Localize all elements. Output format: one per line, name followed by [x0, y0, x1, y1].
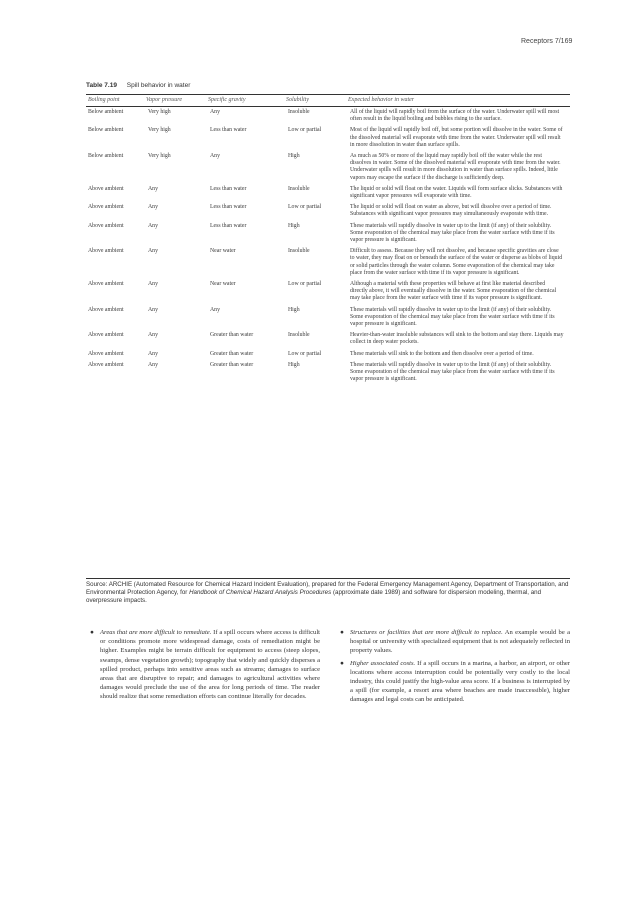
cell-vapor-pressure: Any [148, 361, 158, 368]
header-expected-behavior: Expected behavior in water [348, 97, 415, 103]
body-column-right [340, 628, 570, 708]
bullet-paragraph [340, 628, 570, 656]
cell-specific-gravity: Any [210, 153, 220, 160]
table-bottom-rule [86, 578, 570, 579]
table-row [86, 223, 570, 245]
cell-specific-gravity: Any [210, 306, 220, 313]
cell-vapor-pressure: Very high [148, 109, 171, 115]
cell-solubility: Insoluble [288, 109, 310, 115]
cell-expected-behavior: All of the liquid will rapidly boil from the surface of the water. Underwater spill will most often result in the liquid boiling and bubbles rising to the surface. [350, 109, 560, 123]
cell-expected-behavior: These materials will rapidly dissolve in water up to the limit (if any) of their solubility. Some evaporation of the chemical may take place from the water surface with time if its vapor pressure is significant. [350, 361, 555, 383]
bullet-lead: Areas that are more difficult to remediate. [100, 629, 212, 636]
cell-specific-gravity: Less than water [210, 222, 247, 229]
cell-vapor-pressure: Any [148, 248, 158, 255]
bullet-dot-icon: ● [340, 629, 344, 636]
cell-specific-gravity: Greater than water [210, 332, 254, 339]
table-row [86, 281, 570, 303]
cell-expected-behavior: These materials will rapidly dissolve in water up to the limit (if any) of their solubility. Some evaporation of the chemical may take place from the water surface with time if its vapor pressure is significant. [350, 306, 555, 328]
header-boiling-point: Boiling point [88, 97, 120, 103]
header-solubility: Solubility [286, 97, 309, 103]
cell-boiling-point: Above ambient [88, 306, 124, 313]
bullet-dot-icon: ● [90, 629, 94, 636]
cell-specific-gravity: Greater than water [210, 361, 254, 368]
cell-vapor-pressure: Any [148, 204, 158, 211]
table-row [86, 307, 570, 329]
cell-boiling-point: Above ambient [88, 204, 124, 211]
table-row [86, 362, 570, 384]
cell-expected-behavior: The liquid or solid will float on the water. Liquids will form surface slicks. Substances with significant vapor pressures will evaporate with time. [350, 185, 563, 200]
table-row [86, 248, 570, 277]
table-row [86, 109, 570, 123]
cell-boiling-point: Below ambient [88, 109, 124, 115]
table-row [86, 127, 570, 149]
cell-vapor-pressure: Any [148, 332, 158, 339]
cell-expected-behavior: Most of the liquid will rapidly boil off, but some portion will dissolve in the water. Some of the dissolved material will evaporate with time from the water. Underwater spill will result in more dissolution in water than surface spills. [350, 127, 563, 148]
cell-boiling-point: Above ambient [88, 281, 124, 288]
cell-boiling-point: Above ambient [88, 185, 124, 192]
table-caption [86, 82, 190, 89]
cell-specific-gravity: Near water [210, 248, 236, 255]
bullet-text: An example would be a hospital or university with specialized equipment that is not adequately reflected in property values. [350, 629, 571, 655]
cell-solubility: High [288, 306, 300, 313]
source-italic-title: Handbook of Chemical Hazard Analysis Procedures [189, 589, 332, 596]
bullet-lead: Higher associated costs. [350, 659, 416, 667]
table-top-rule [86, 94, 570, 95]
cell-solubility: High [288, 222, 300, 229]
cell-solubility: Low or partial [288, 281, 322, 288]
cell-expected-behavior: These materials will rapidly dissolve in water up to the limit (if any) of their solubility. Some evaporation of the chemical may take place from the water surface with time if its vapor pressure is significant. [350, 222, 555, 244]
bullet-paragraph [90, 628, 320, 702]
cell-expected-behavior: These materials will sink to the bottom and then dissolve over a period of time. [350, 350, 534, 357]
source-text-2: (approximate date 1989) and software for dispersion modeling, thermal, and overpressure impacts. [86, 589, 542, 604]
source-text-1: ARCHIE (Automated Resource for Chemical Hazard Incident Evaluation), prepared for the Federal Emergency Management Agency, Department of Transportation, and Environmental Protection Agency, for [86, 581, 569, 596]
cell-specific-gravity: Any [210, 109, 220, 115]
cell-specific-gravity: Greater than water [210, 350, 254, 357]
cell-solubility: High [288, 361, 300, 368]
cell-boiling-point: Above ambient [88, 361, 124, 368]
cell-boiling-point: Above ambient [88, 332, 124, 339]
source-label: Source: [86, 581, 108, 588]
bullet-text: If a spill occurs in a marina, a harbor, an airport, or other locations where access interruption could be potentially very costly to the local industry, this could justify the high-value area score. If a business is interrupted by a spill (for example, a resort area where beaches are made inaccessible), higher damages and legal costs can be anticipated. [350, 659, 570, 704]
bullet-paragraph [340, 659, 570, 705]
cell-solubility: High [288, 153, 300, 160]
cell-solubility: Low or partial [288, 127, 322, 134]
header-vapor-pressure: Vapor pressure [146, 97, 183, 103]
table-source-note [86, 581, 572, 605]
cell-vapor-pressure: Any [148, 222, 158, 229]
table-row [86, 351, 570, 358]
cell-solubility: Insoluble [288, 248, 310, 255]
bullet-lead: Structures or facilities that are more difficult to replace. [350, 629, 503, 636]
cell-vapor-pressure: Any [148, 350, 158, 357]
cell-specific-gravity: Near water [210, 281, 236, 288]
page-header: Receptors 7/169 [521, 38, 573, 45]
bullet-text: If a spill occurs where access is difficult or conditions promote more widespread damage, costs of remediation might be higher. Examples might be terrain difficult for equipment to access (steep slopes, swamps, dense vegetation growth); topography that widely and quickly disperses a spilled product, perhaps into sensitive areas such as streams; damages to surface areas that are disruptive to repair; and damages to agricultural activities where damages would preclude the use of the area for long periods of time. The reader should realize that some remediation efforts can continue literally for decades. [100, 629, 320, 701]
cell-specific-gravity: Less than water [210, 185, 247, 192]
table-header-rule [86, 106, 570, 107]
cell-solubility: Low or partial [288, 350, 322, 357]
cell-expected-behavior: Heavier-than-water insoluble substances will sink to the bottom and stay there. Liquids may collect in deep water pockets. [350, 332, 564, 346]
cell-specific-gravity: Less than water [210, 127, 247, 134]
cell-expected-behavior: Although a material with these properties will behave at first like material described directly above, it will eventually dissolve in the water. Some evaporation of the chemical may take place from the water surface with time if its vapor pressure is significant. [350, 281, 557, 302]
header-specific-gravity: Specific gravity [208, 97, 246, 103]
cell-vapor-pressure: Very high [148, 153, 171, 160]
table-row [86, 186, 570, 200]
cell-vapor-pressure: Any [148, 185, 158, 192]
cell-specific-gravity: Less than water [210, 204, 247, 211]
table-title: Spill behavior in water [126, 82, 191, 89]
cell-boiling-point: Above ambient [88, 222, 124, 229]
cell-boiling-point: Above ambient [88, 350, 124, 357]
cell-solubility: Insoluble [288, 185, 310, 192]
table-number: Table 7.19 [86, 82, 117, 89]
cell-vapor-pressure: Any [148, 281, 158, 288]
body-column-left [90, 628, 320, 705]
cell-expected-behavior: Difficult to assess. Because they will not dissolve, and because specific gravities are close to water, they may float on or beneath the surface of the water or disperse as blobs of liquid or solid particles through the water column. Some evaporation of the chemical may take place from the water surface with time if its vapor pressure is significant. [350, 248, 563, 276]
cell-boiling-point: Below ambient [88, 127, 124, 134]
table-body [86, 109, 570, 388]
cell-boiling-point: Above ambient [88, 248, 124, 255]
cell-vapor-pressure: Very high [148, 127, 171, 134]
table-row [86, 204, 570, 218]
bullet-dot-icon: ● [340, 659, 344, 667]
cell-solubility: Low or partial [288, 204, 322, 211]
cell-expected-behavior: As much as 50% or more of the liquid may rapidly boil off the water while the rest dissolves in water. Some of the dissolved material will evaporate with time from the water. Underwater spills will result in more dissolution in water than surface spills. Indeed, little vapors may escape the surface if the discharge is sufficiently deep. [350, 153, 561, 181]
table-row [86, 332, 570, 346]
table-row [86, 153, 570, 182]
cell-solubility: Insoluble [288, 332, 310, 339]
cell-vapor-pressure: Any [148, 306, 158, 313]
cell-boiling-point: Below ambient [88, 153, 124, 160]
cell-expected-behavior: The liquid or solid will float on water as above, but will dissolve over a period of time. Substances with significant vapor pressures may simultaneously evaporate with time. [350, 204, 552, 218]
